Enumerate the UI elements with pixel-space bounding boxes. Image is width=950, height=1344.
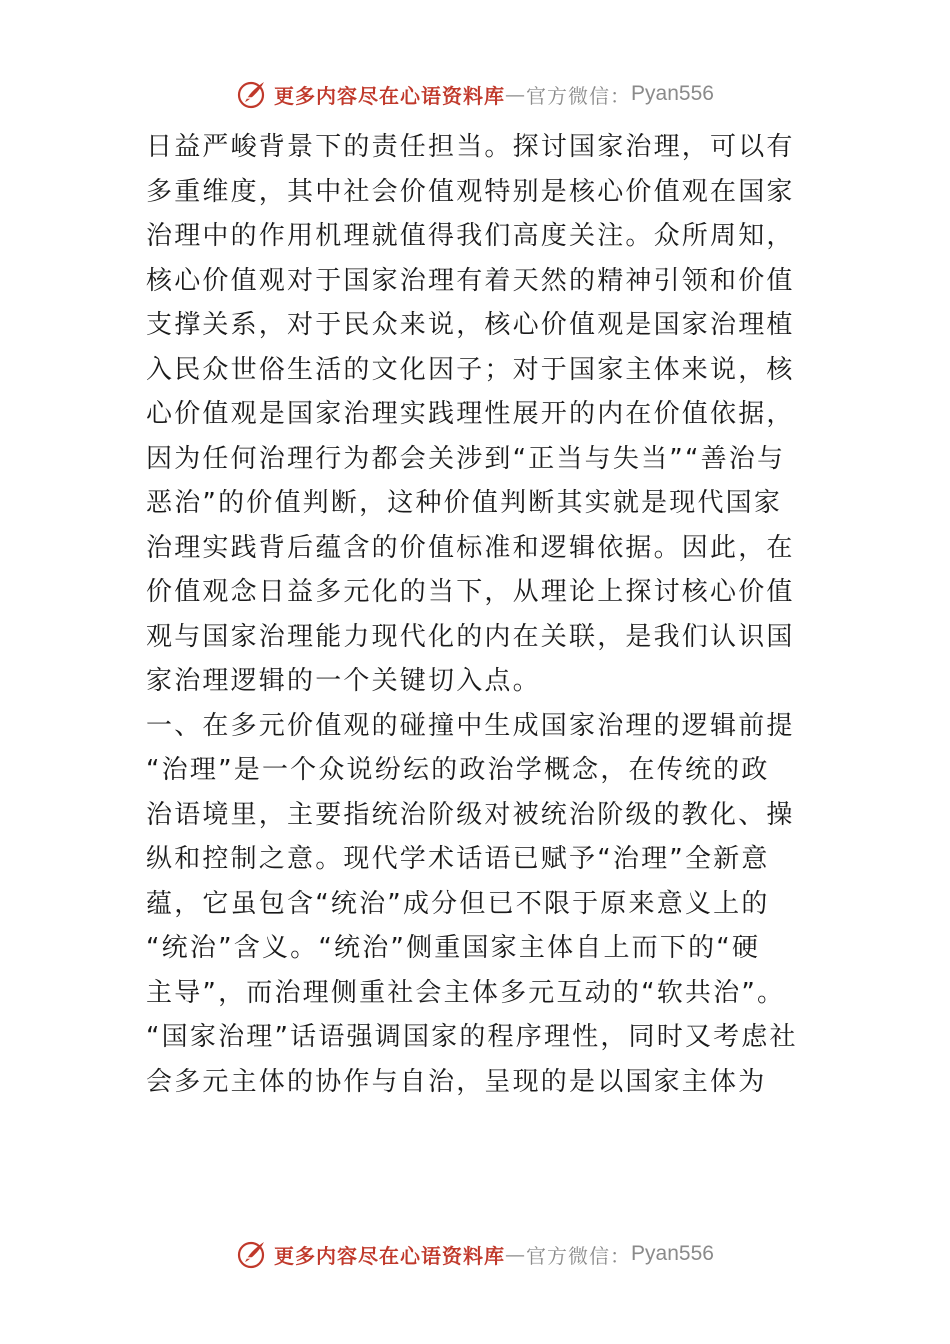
footer-wechat-label: 官方微信：	[526, 1243, 632, 1268]
text-line: 蕴，它虽包含“统治”成分但已不限于原来意义上的	[146, 888, 770, 919]
quill-seal-icon	[236, 78, 268, 110]
text-line: 主导”，而治理侧重社会主体多元互动的“软共治”。	[146, 977, 786, 1008]
text-line: “治理”是一个众说纷纭的政治学概念，在传统的政	[146, 755, 770, 785]
text-line: “统治”含义。“统治”侧重国家主体自上而下的“硬	[146, 933, 761, 963]
text-line: 价值观念日益多元化的当下，从理论上探讨核心价值	[146, 577, 795, 607]
footer-dash: —	[505, 1242, 527, 1266]
text-line: 恶治”的价值判断，这种价值判断其实就是现代国家	[146, 488, 783, 518]
text-line: 支撑关系，对于民众来说，核心价值观是国家治理植	[146, 310, 795, 340]
text-line: 日益严峻背景下的责任担当。探讨国家治理，可以有	[146, 132, 795, 162]
text-line: 纵和控制之意。现代学术话语已赋予“治理”全新意	[146, 844, 770, 874]
header-brand-text: 更多内容尽在心语资料库	[274, 83, 506, 108]
text-line: 会多元主体的协作与自治，呈现的是以国家主体为	[146, 1066, 767, 1097]
footer-wechat-id: Pyan556	[631, 1242, 714, 1265]
text-line: 入民众世俗生活的文化因子；对于国家主体来说，核	[146, 354, 795, 385]
footer-watermark	[0, 1234, 950, 1274]
text-line: 因为任何治理行为都会关涉到“正当与失当”“善治与	[146, 443, 786, 474]
document-body	[146, 125, 810, 1104]
text-line: 一、在多元价值观的碰撞中生成国家治理的逻辑前提	[146, 710, 795, 741]
header-watermark	[0, 74, 950, 114]
text-line: 治理实践背后蕴含的价值标准和逻辑依据。因此，在	[146, 532, 795, 563]
text-line: “国家治理”话语强调国家的程序理性，同时又考虑社	[146, 1022, 798, 1052]
quill-seal-icon	[236, 1238, 268, 1270]
text-line: 治语境里，主要指统治阶级对被统治阶级的教化、操	[146, 799, 795, 830]
text-line: 家治理逻辑的一个关键切入点。	[146, 666, 541, 696]
header-wechat-id: Pyan556	[631, 82, 714, 105]
footer-brand-text: 更多内容尽在心语资料库	[274, 1243, 506, 1268]
header-dash: —	[505, 82, 527, 106]
text-line: 多重维度，其中社会价值观特别是核心价值观在国家	[146, 176, 795, 207]
header-wechat-label: 官方微信：	[526, 83, 632, 108]
text-line: 观与国家治理能力现代化的内在关联，是我们认识国	[146, 621, 795, 652]
text-line: 心价值观是国家治理实践理性展开的内在价值依据，	[146, 399, 795, 429]
text-line: 核心价值观对于国家治理有着天然的精神引领和价值	[146, 265, 795, 296]
text-line: 治理中的作用机理就值得我们高度关注。众所周知，	[146, 221, 795, 251]
